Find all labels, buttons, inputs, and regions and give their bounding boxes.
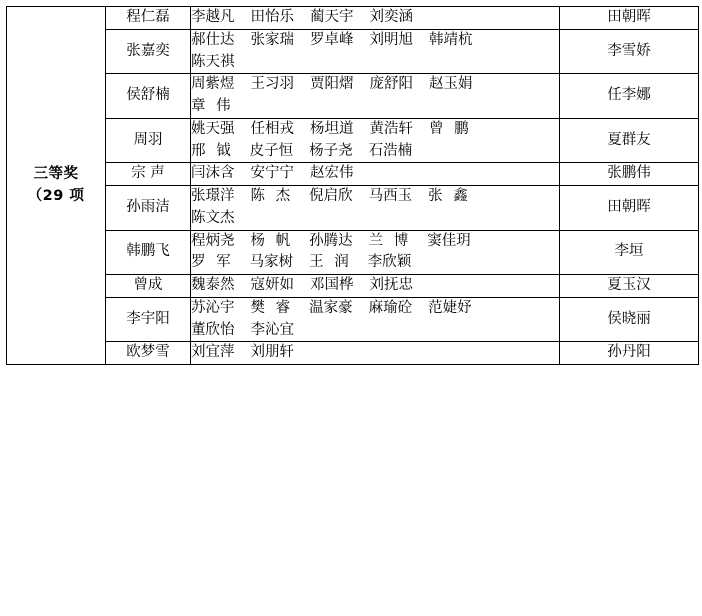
members-cell: [191, 342, 560, 365]
members-line: [191, 141, 559, 163]
table-row: [7, 230, 699, 275]
leader-cell: 韩鹏飞: [106, 230, 191, 275]
member-name: 刘朋轩: [250, 344, 294, 361]
members-cell: [191, 230, 560, 275]
member-name: 罗卓峰: [310, 31, 354, 48]
member-name: 陈文杰: [191, 209, 235, 226]
members-cell: [191, 74, 560, 119]
members-cell: [191, 275, 560, 298]
member-name: 窦佳玥: [427, 232, 471, 249]
members-line: [191, 208, 559, 230]
member-name: 李越凡: [191, 9, 235, 25]
table-row: [7, 29, 699, 74]
members-cell: [191, 29, 560, 74]
member-name: 张 鑫: [428, 188, 471, 204]
member-name: 马西玉: [368, 188, 413, 204]
teacher-cell: 侯晓丽: [560, 297, 699, 342]
member-name: 邢 钺: [191, 142, 234, 159]
award-table-body: [7, 7, 699, 365]
member-name: 庞舒阳: [369, 76, 413, 93]
members-line: [191, 231, 559, 253]
member-name: 罗 军: [191, 254, 234, 271]
member-name: 刘宜萍: [191, 344, 235, 361]
members-line: [191, 320, 559, 342]
member-name: 李欣颖: [367, 254, 412, 271]
members-line: [191, 342, 559, 364]
member-name: 张家瑞: [250, 31, 294, 48]
member-name: 章 伟: [191, 98, 234, 114]
table-row: [7, 118, 699, 163]
leader-cell: 孙雨洁: [106, 186, 191, 231]
award-table: [6, 6, 699, 365]
table-row: [7, 7, 699, 30]
member-name: 王习羽: [250, 76, 294, 93]
member-name: 蔺天宇: [310, 9, 354, 25]
teacher-cell: 夏玉汉: [560, 275, 699, 298]
leader-cell: 周羽: [106, 118, 191, 163]
member-name: 姚天强: [191, 120, 235, 137]
member-name: 杨坦道: [310, 120, 354, 137]
leader-cell: 侯舒楠: [106, 74, 191, 119]
member-name: 闫沫含: [191, 165, 235, 182]
leader-cell: 李宇阳: [106, 297, 191, 342]
member-name: 曾 鹏: [429, 120, 472, 137]
leader-cell: 欧梦雪: [106, 342, 191, 365]
teacher-cell: 田朝晖: [560, 186, 699, 231]
member-name: 温家豪: [309, 299, 353, 316]
members-cell: [191, 297, 560, 342]
members-line: [191, 30, 559, 52]
members-cell: [191, 118, 560, 163]
teacher-cell: 田朝晖: [560, 7, 699, 30]
members-cell: [191, 186, 560, 231]
leader-cell: 宗 声: [106, 163, 191, 186]
teacher-cell: 任李娜: [560, 74, 699, 119]
award-category-line-2: （29 项: [27, 187, 85, 204]
table-row: [7, 275, 699, 298]
member-name: 麻瑜砼: [368, 299, 413, 316]
member-name: 贾阳熠: [310, 76, 354, 93]
member-name: 皮子恒: [249, 142, 294, 159]
member-name: 任相戎: [250, 120, 294, 137]
member-name: 安宁宁: [250, 165, 294, 182]
member-name: 程炳尧: [191, 232, 235, 249]
member-name: 刘奕涵: [369, 9, 413, 25]
member-name: 苏沁宇: [191, 299, 235, 316]
members-line: [191, 275, 559, 297]
member-name: 杨 帆: [250, 232, 294, 249]
table-row: [7, 74, 699, 119]
members-line: [191, 96, 559, 118]
table-row: [7, 163, 699, 186]
teacher-cell: 夏群友: [560, 118, 699, 163]
member-name: 田怡乐: [250, 9, 294, 25]
member-name: 黄浩轩: [369, 120, 413, 137]
members-line: [191, 186, 559, 208]
member-name: 石浩楠: [368, 142, 413, 159]
member-name: 董欣怡: [191, 321, 235, 338]
members-line: [191, 52, 559, 74]
members-line: [191, 7, 559, 29]
members-cell: [191, 163, 560, 186]
member-name: 倪启欣: [309, 188, 353, 204]
member-name: 寇妍如: [250, 277, 294, 293]
teacher-cell: 孙丹阳: [560, 342, 699, 365]
teacher-cell: 张鹏伟: [560, 163, 699, 186]
member-name: 兰 博: [368, 232, 412, 249]
member-name: 魏泰然: [191, 277, 235, 293]
member-name: 刘明旭: [369, 31, 413, 48]
teacher-cell: 李垣: [560, 230, 699, 275]
table-row: [7, 186, 699, 231]
member-name: 韩靖杭: [429, 31, 473, 48]
member-name: 张璟洋: [191, 188, 235, 204]
member-name: 陈天祺: [191, 53, 235, 70]
member-name: 赵玉娟: [429, 76, 473, 93]
member-name: 刘抚忠: [369, 277, 413, 293]
member-name: 杨子尧: [309, 142, 353, 159]
teacher-cell: 李雪娇: [560, 29, 699, 74]
leader-cell: 程仁磊: [106, 7, 191, 30]
members-line: [191, 252, 559, 274]
member-name: 范婕妤: [428, 299, 472, 316]
member-name: 李沁宜: [250, 321, 294, 338]
members-line: [191, 163, 559, 185]
member-name: 邓国桦: [310, 277, 354, 293]
member-name: 周紫煜: [191, 76, 235, 93]
leader-cell: 张嘉奕: [106, 29, 191, 74]
member-name: 孙腾达: [309, 232, 353, 249]
members-line: [191, 74, 559, 96]
member-name: 马家树: [249, 254, 294, 271]
table-row: [7, 342, 699, 365]
member-name: 赵宏伟: [310, 165, 354, 182]
table-row: [7, 297, 699, 342]
member-name: 樊 睿: [250, 299, 294, 316]
member-name: 郝仕达: [191, 31, 235, 48]
member-name: 王 润: [309, 254, 352, 271]
member-name: 陈 杰: [250, 188, 294, 204]
award-category-cell: [7, 7, 106, 365]
leader-cell: 曾成: [106, 275, 191, 298]
award-category-line-1: 三等奖: [33, 165, 79, 182]
members-line: [191, 298, 559, 320]
members-line: [191, 119, 559, 141]
members-cell: [191, 7, 560, 30]
